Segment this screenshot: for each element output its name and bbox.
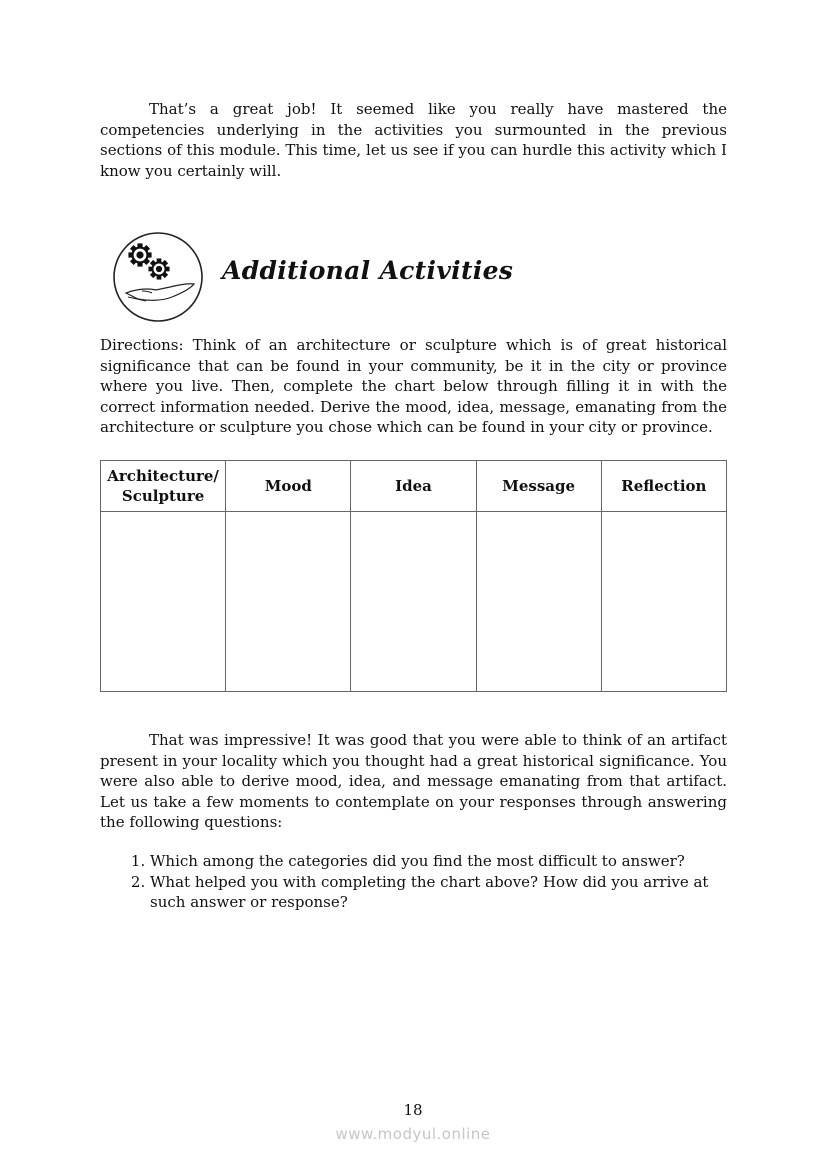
table-row	[101, 512, 727, 692]
questions-list	[100, 851, 727, 913]
page-number: 18	[403, 1101, 423, 1119]
closing-paragraph: That was impressive! It was good that you were able to think of an artifact present in your locality which you thought had a great historical significance. You were also able to derive mood, idea, and message emanating from that artifact. Let us take a few moments to contemplate on your responses through answering the following questions:	[100, 731, 727, 832]
list-item: 2. What helped you with completing the chart above? How did you arrive at such answer or response?	[150, 872, 727, 913]
header-mood: Mood	[226, 461, 351, 512]
watermark: www.modyul.online	[335, 1125, 491, 1143]
gears-in-hand-icon	[112, 231, 204, 323]
header-architecture-sculpture: Architecture/ Sculpture	[101, 461, 226, 512]
answer-cell-message[interactable]	[476, 512, 601, 692]
answer-cell-reflection[interactable]	[601, 512, 726, 692]
header-reflection: Reflection	[601, 461, 726, 512]
answer-cell-mood[interactable]	[226, 512, 351, 692]
directions-paragraph: Directions: Think of an architecture or sculpture which is of great historical significance that can be found in your community, be it in the city or province where you live. Then, complete the chart below through filling it in with the correct information needed. Derive the mood, idea, message, emanating from the architecture or sculpture you chose which can be found in your city or province.	[100, 336, 727, 437]
answer-cell-architecture-sculpture[interactable]	[101, 512, 226, 692]
answer-cell-idea[interactable]	[351, 512, 476, 692]
header-message: Message	[476, 461, 601, 512]
section-title: Additional Activities	[222, 256, 514, 285]
intro-paragraph: That’s a great job! It seemed like you really have mastered the competencies underlying in the activities you surmounted in the previous sections of this module. This time, let us see if you can hurdle this activity which I know you certainly will.	[100, 100, 727, 180]
header-idea: Idea	[351, 461, 476, 512]
activity-chart-table	[100, 460, 727, 692]
table-header-row	[101, 461, 727, 512]
list-item: 1. Which among the categories did you find the most difficult to answer?	[150, 851, 727, 872]
